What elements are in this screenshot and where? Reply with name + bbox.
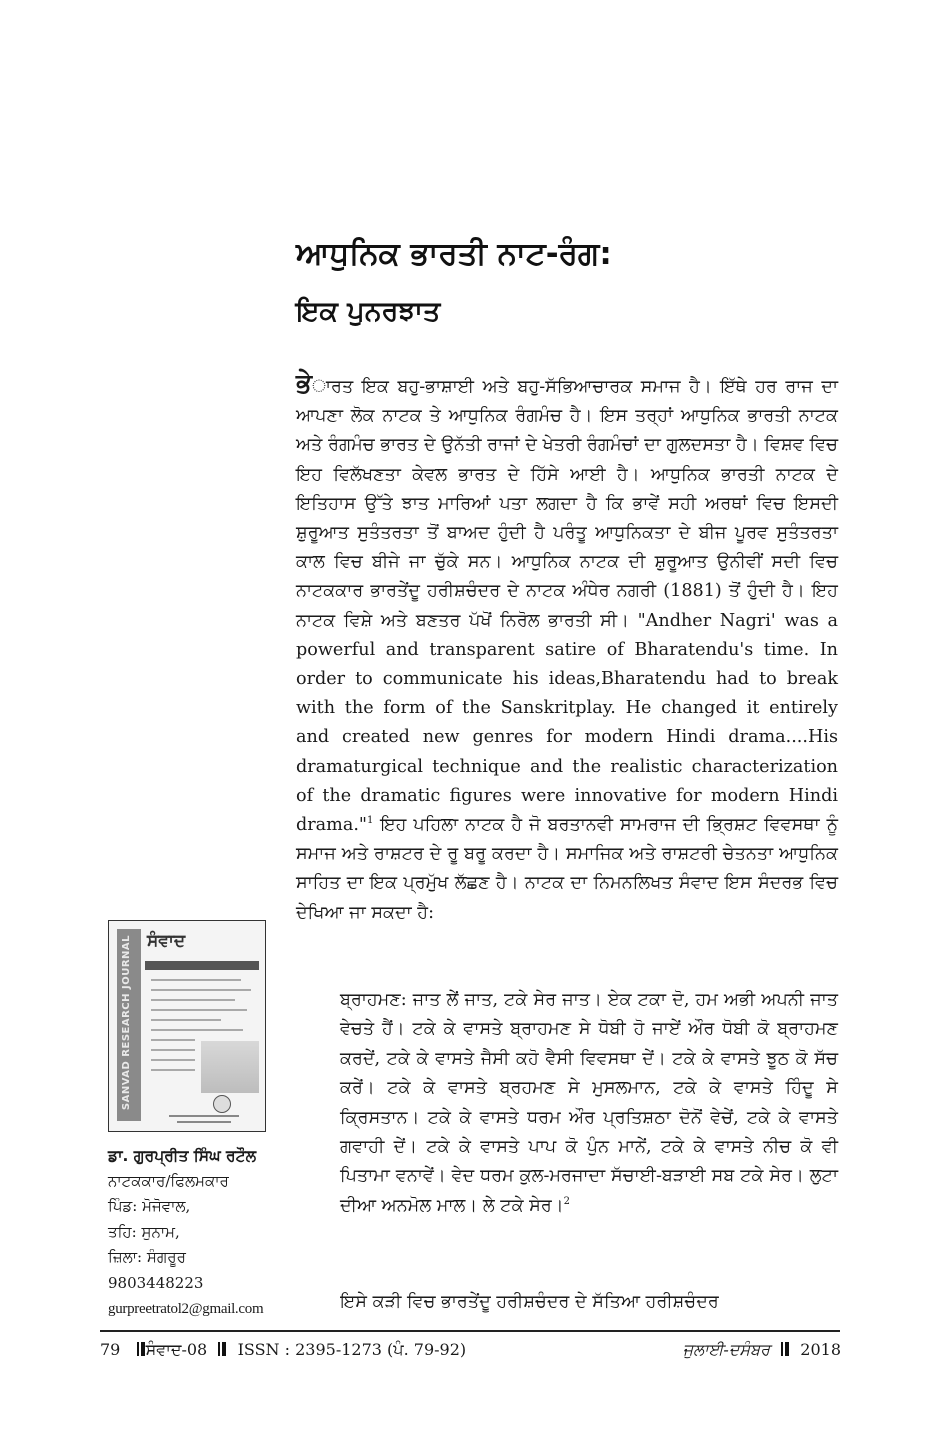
footer-separator [137, 1342, 139, 1356]
footer-separator [222, 1342, 226, 1356]
continuation-text: ਇਸੇ ਕੜੀ ਵਿਚ ਭਾਰਤੇਂਦੂ ਹਰੀਸ਼ਚੰਦਰ ਦੇ ਸੱਤਿਆ ਹਰੀਸ਼ਚੰਦਰ [340, 1292, 719, 1312]
cover-contents-line [151, 1059, 195, 1061]
author-phone: 9803448223 [108, 1273, 204, 1292]
cover-contents-line [151, 1039, 195, 1041]
cover-spine [117, 929, 141, 1121]
author-tehsil: ਤਹਿ: ਸੁਨਾਮ, [108, 1222, 180, 1241]
drop-cap: ਭੇ [296, 369, 312, 399]
cover-seal-icon [213, 1095, 231, 1113]
footnote-marker-2: 2 [563, 1195, 571, 1207]
quote-text: ਬ੍ਰਾਹਮਣ: ਜਾਤ ਲੇਂ ਜਾਤ, ਟਕੇ ਸੇਰ ਜਾਤ। ਏਕ ਟਕਾ ਦੋ, ਹਮ ਅਭੀ ਅਪਨੀ ਜਾਤ ਵੇਚਤੇ ਹੈਂ। ਟਕੇ ਕੇ ਵਾਸਤੇ ਬ੍ਰਾਹਮਣ ਸੇ ਧੋਬੀ ਹੋ ਜਾਏਂ ਔਰ ਧੋਬੀ ਕੋ ਬ੍ਰਾਹਮਣ ਕਰਦੇਂ, ਟਕੇ ਕੇ ਵਾਸਤੇ ਜੈਸੀ ਕਹੋ ਵੈਸੀ ਵਿਵਸਥਾ ਦੇਂ। ਟਕੇ ਕੇ ਵਾਸਤੇ ਝੂਠ ਕੋ ਸੱਚ ਕਰੇਂ। ਟਕੇ ਕੇ ਵਾਸਤੇ ਬ੍ਰਹਮਣ ਸੇ ਮੁਸਲਮਾਨ, ਟਕੇ ਕੇ ਵਾਸਤੇ ਹਿੰਦੂ ਸੇ ਕ੍ਰਿਸਤਾਨ। ਟਕੇ ਕੇ ਵਾਸਤੇ ਧਰਮ ਔਰ ਪ੍ਰਤਿਸ਼ਠਾ ਦੋਨੋਂ ਵੇਚੇਂ, ਟਕੇ ਕੇ ਵਾਸਤੇ ਗਵਾਹੀ ਦੇਂ। ਟਕੇ ਕੇ ਵਾਸਤੇ ਪਾਪ ਕੋ ਪੁੰਨ ਮਾਨੇਂ, ਟਕੇ ਕੇ ਵਾਸਤੇ ਨੀਚ ਕੋ ਵੀ ਪਿਤਾਮਾ ਵਨਾਵੇਂ। ਵੇਦ ਧਰਮ ਕੁਲ-ਮਰਜਾਦਾ ਸੱਚਾਈ-ਬੜਾਈ ਸਬ ਟਕੇ ਸੇਰ। ਲੁਟਾ ਦੀਆ ਅਨਮੋਲ ਮਾਲ। ਲੇ ਟਕੇ ਸੇਰ। [340, 990, 838, 1216]
cover-spine-text: SANVAD RESEARCH JOURNAL [121, 935, 132, 1111]
cover-contents-line [151, 979, 241, 981]
issue-year: 2018 [800, 1340, 841, 1359]
issn: ISSN : 2395-1273 (ਪੰ. 79-92) [237, 1340, 467, 1359]
author-name: ਡਾ. ਗੁਰਪ੍ਰੀਤ ਸਿੰਘ ਰਟੌਲ [108, 1147, 257, 1165]
cover-contents-line [151, 999, 235, 1001]
article-body [296, 370, 838, 928]
cover-contents-line [151, 1009, 247, 1011]
cover-contents-line [151, 989, 251, 991]
cover-logo: ਸੰਵਾਦ [147, 931, 186, 951]
body-text: ਾਰਤ ਇਕ ਬਹੁ-ਭਾਸ਼ਾਈ ਅਤੇ ਬਹੁ-ਸੱਭਿਆਚਾਰਕ ਸਮਾਜ ਹੈ। ਇੱਥੇ ਹਰ ਰਾਜ ਦਾ ਆਪਣਾ ਲੋਕ ਨਾਟਕ ਤੇ ਆਧੁਨਿਕ ਰੰਗਮੰਚ ਹੈ। ਇਸ ਤਰ੍ਹਾਂ ਆਧੁਨਿਕ ਭਾਰਤੀ ਨਾਟਕ ਅਤੇ ਰੰਗਮੰਚ ਭਾਰਤ ਦੇ ਉਨੱਤੀ ਰਾਜਾਂ ਦੇ ਖੇਤਰੀ ਰੰਗਮੰਚਾਂ ਦਾ ਗੁਲਦਸਤਾ ਹੈ। ਵਿਸ਼ਵ ਵਿਚ ਇਹ ਵਿਲੱਖਣਤਾ ਕੇਵਲ ਭਾਰਤ ਦੇ ਹਿੱਸੇ ਆਈ ਹੈ। ਆਧੁਨਿਕ ਭਾਰਤੀ ਨਾਟਕ ਦੇ ਇਤਿਹਾਸ ਉੱਤੇ ਝਾਤ ਮਾਰਿਆਂ ਪਤਾ ਲਗਦਾ ਹੈ ਕਿ ਭਾਵੇਂ ਸਹੀ ਅਰਥਾਂ ਵਿਚ ਇਸਦੀ ਸ਼ੁਰੂਆਤ ਸੁਤੰਤਰਤਾ ਤੋਂ ਬਾਅਦ ਹੁੰਦੀ ਹੈ ਪਰੰਤੂ ਆਧੁਨਿਕਤਾ ਦੇ ਬੀਜ ਪੂਰਵ ਸੁਤੰਤਰਤਾ ਕਾਲ ਵਿਚ ਬੀਜੇ ਜਾ ਚੁੱਕੇ ਸਨ। ਆਧੁਨਿਕ ਨਾਟਕ ਦੀ ਸ਼ੁਰੂਆਤ ਉਨੀਵੀਂ ਸਦੀ ਵਿਚ ਨਾਟਕਕਾਰ ਭਾਰਤੇਂਦੂ ਹਰੀਸ਼ਚੰਦਰ ਦੇ ਨਾਟਕ ਅੰਧੇਰ ਨਗਰੀ (1881) ਤੋਂ ਹੁੰਦੀ ਹੈ। ਇਹ ਨਾਟਕ ਵਿਸ਼ੇ ਅਤੇ ਬਣਤਰ ਪੱਖੋਂ ਨਿਰੋਲ ਭਾਰਤੀ ਸੀ। "Andher Nagri' was a powerful and transparent satire of Bharatendu's time. In order to communicate his ideas,Bharatendu had to break with the form of the Sanskritplay. He changed it entirely and created new genres for modern Hindi drama....His dramaturgical technique and the realistic characterization of the dramatic figures were innovative for modern Hindi drama." [296, 377, 838, 836]
footer-separator [141, 1342, 145, 1356]
author-email: gurpreetratol2@gmail.com [108, 1301, 264, 1318]
journal-issue: ਸੰਵਾਦ-08 [145, 1340, 208, 1359]
article-subtitle: ਇਕ ਪੁਨਰਝਾਤ [296, 296, 441, 327]
article-title: ਆਧੁਨਿਕ ਭਾਰਤੀ ਨਾਟ-ਰੰਗ: [296, 236, 612, 272]
footer-right [683, 1338, 841, 1362]
cover-contents-line [151, 1019, 221, 1021]
cover-band [145, 961, 259, 970]
page-number: 79 [100, 1340, 121, 1359]
footer-separator [218, 1342, 220, 1356]
cover-photo [201, 1041, 259, 1093]
cover-footer-line [177, 1121, 231, 1123]
cover-contents-line [151, 1029, 243, 1031]
footer-separator [781, 1342, 783, 1356]
body-text-continued: ਇਹ ਪਹਿਲਾ ਨਾਟਕ ਹੈ ਜੋ ਬਰਤਾਨਵੀ ਸਾਮਰਾਜ ਦੀ ਭ੍ਰਿਸ਼ਟ ਵਿਵਸਥਾ ਨੂੰ ਸਮਾਜ ਅਤੇ ਰਾਸ਼ਟਰ ਦੇ ਰੂ ਬਰੂ ਕਰਦਾ ਹੈ। ਸਮਾਜਿਕ ਅਤੇ ਰਾਸ਼ਟਰੀ ਚੇਤਨਤਾ ਆਧੁਨਿਕ ਸਾਹਿਤ ਦਾ ਇਕ ਪ੍ਰਮੁੱਖ ਲੱਛਣ ਹੈ। ਨਾਟਕ ਦਾ ਨਿਮਨਲਿਖਤ ਸੰਵਾਦ ਇਸ ਸੰਦਰਭ ਵਿਚ ਦੇਖਿਆ ਜਾ ਸਕਦਾ ਹੈ: [296, 815, 838, 923]
author-village: ਪਿੰਡ: ਮੋਜੋਵਾਲ, [108, 1197, 191, 1216]
footer-rule [100, 1330, 840, 1332]
author-info [108, 1143, 298, 1323]
journal-cover-thumbnail [108, 920, 266, 1132]
author-district: ਜ਼ਿਲਾ: ਸੰਗਰੂਰ [108, 1248, 186, 1267]
cover-contents-line [151, 1069, 195, 1071]
author-role: ਨਾਟਕਕਾਰ/ਫਿਲਮਕਾਰ [108, 1172, 229, 1190]
footer-left [100, 1338, 466, 1362]
footer-separator [785, 1342, 789, 1356]
cover-footer-line [169, 1115, 239, 1117]
footnote-marker-1: 1 [367, 815, 374, 827]
cover-contents-line [151, 1049, 195, 1051]
block-quote [340, 986, 838, 1221]
issue-period: ਜੁਲਾਈ-ਦਸੰਬਰ [682, 1340, 770, 1359]
